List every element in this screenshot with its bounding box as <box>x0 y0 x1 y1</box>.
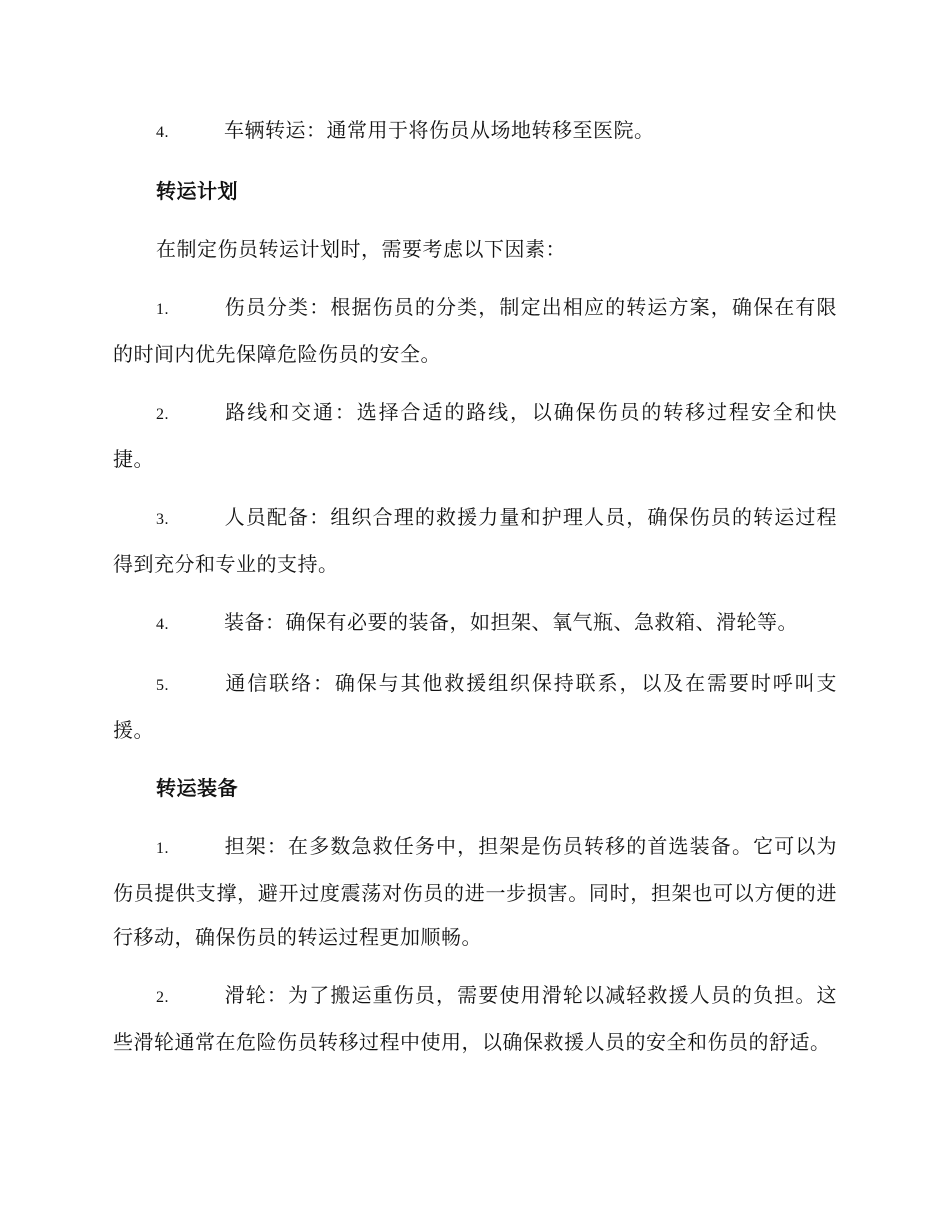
list-number: 5. <box>156 677 169 694</box>
section-intro: 在制定伤员转运计划时，需要考虑以下因素： <box>156 237 566 261</box>
list-item-text: 通信联络：确保与其他救援组织保持联系，以及在需要时呼叫支援。 <box>113 671 837 742</box>
list-item <box>113 824 837 959</box>
list-number: 1. <box>156 301 169 318</box>
list-item <box>113 600 837 647</box>
list-item-text: 担架：在多数急救任务中，担架是伤员转移的首选装备。它可以为伤员提供支撑，避开过度震荡对伤员的进一步损害。同时，担架也可以方便的进行移动，确保伤员的转运过程更加顺畅。 <box>113 834 837 949</box>
list-item <box>113 495 837 586</box>
list-item-text: 路线和交通：选择合适的路线，以确保伤员的转移过程安全和快捷。 <box>113 400 837 471</box>
list-item-text: 人员配备：组织合理的救援力量和护理人员，确保伤员的转运过程得到充分和专业的支持。 <box>113 505 837 576</box>
list-number: 2. <box>156 406 169 423</box>
list-number: 3. <box>156 511 169 528</box>
list-number: 1. <box>156 840 169 857</box>
list-item-text: 装备：确保有必要的装备，如担架、氧气瓶、急救箱、滑轮等。 <box>224 610 798 634</box>
list-item <box>113 661 837 752</box>
list-number: 4. <box>156 124 169 141</box>
list-number: 4. <box>156 616 169 633</box>
list-item <box>113 285 837 376</box>
list-item-text: 车辆转运：通常用于将伤员从场地转移至医院。 <box>224 118 655 142</box>
list-item <box>113 108 837 155</box>
list-item <box>113 973 837 1064</box>
list-item <box>113 390 837 481</box>
list-item-text: 滑轮：为了搬运重伤员，需要使用滑轮以减轻救援人员的负担。这些滑轮通常在危险伤员转移过程中使用，以确保救援人员的安全和伤员的舒适。 <box>113 983 837 1054</box>
list-item-text: 伤员分类：根据伤员的分类，制定出相应的转运方案，确保在有限的时间内优先保障危险伤员的安全。 <box>113 295 837 366</box>
section-heading-equipment: 转运装备 <box>156 776 238 800</box>
section-heading-plan: 转运计划 <box>156 179 238 203</box>
list-number: 2. <box>156 989 169 1006</box>
